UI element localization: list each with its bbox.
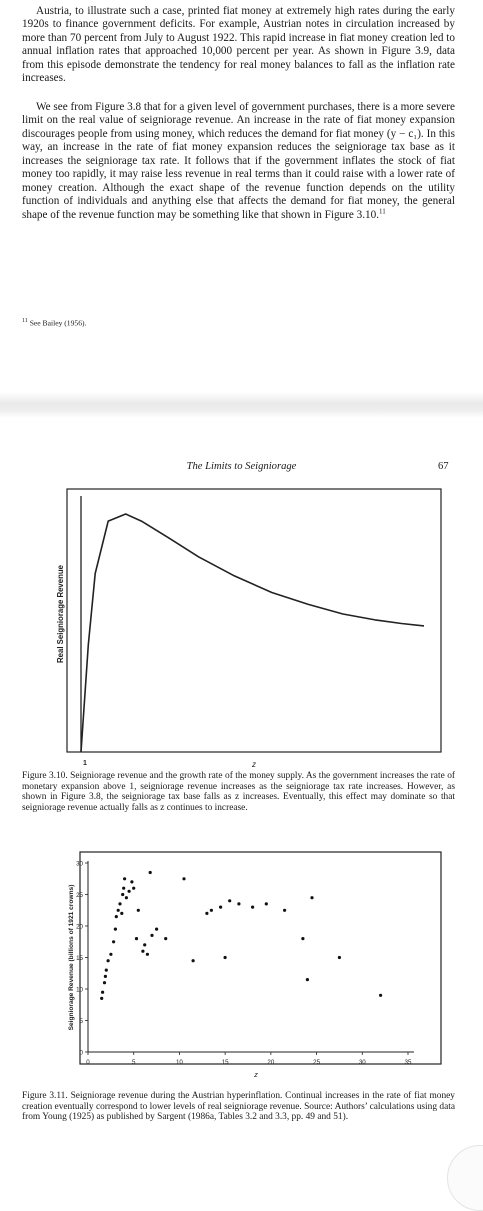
y-tick-label: 10 xyxy=(76,986,83,994)
plot-frame xyxy=(80,852,441,1064)
data-point xyxy=(135,937,138,940)
data-point xyxy=(118,902,121,905)
data-point xyxy=(224,956,227,959)
x-tick-label: 5 xyxy=(131,1059,136,1066)
data-point xyxy=(219,906,222,909)
data-point xyxy=(122,887,125,890)
data-point xyxy=(114,928,117,931)
data-point xyxy=(205,912,208,915)
data-point xyxy=(301,937,304,940)
figure-3-11-chart xyxy=(0,828,483,1093)
caption-label: Figure 3.11. xyxy=(22,1091,68,1101)
data-point xyxy=(228,899,231,902)
x-tick-label: 0 xyxy=(86,1059,90,1066)
caption-text: Seigniorage revenue and the growth rate of the money supply. As the government increases the rate of monetary expansion above 1, seigniorage revenue increases as the seigniorage tax rate increases. However, as shown in Figure 3.8, the seigniorage tax base falls as z increases. Eventually, this effect may dominate so that seigniorage revenue actually falls as z continues to increase. xyxy=(22,771,456,813)
data-point xyxy=(155,928,158,931)
data-point xyxy=(141,950,144,953)
data-point xyxy=(283,909,286,912)
data-point xyxy=(164,937,167,940)
page-separator xyxy=(0,392,483,418)
footnote-text: See Bailey (1956). xyxy=(29,318,87,328)
data-point xyxy=(107,959,110,962)
data-point xyxy=(146,953,149,956)
figure-3-11-caption xyxy=(22,1091,455,1123)
data-point xyxy=(130,880,133,883)
data-point xyxy=(132,887,135,890)
data-point xyxy=(251,906,254,909)
data-point xyxy=(120,912,123,915)
data-point xyxy=(103,981,106,984)
x-tick-label: 35 xyxy=(404,1059,412,1066)
body-paragraph-seigniorage-limit: We see from Figure 3.8 that for a given level of government purchases, there is a more severe limit on the real value of seigniorage revenue. An increase in the rate of fiat money expansion discourages people from using money, which reduces the demand for fiat money (y − c₁). In this way, an increase in the rate of fiat money expansion reduces the seigniorage tax base as it increases the seigniorage tax rate. It follows that if the government inflates the stock of fiat money too rapidly, it may raise less revenue in real terms than it could raise with a lower rate of money creation. Although the exact shape of the revenue function depends on the utility function of individuals and anything else that affects the demand for fiat money, the general shape of the revenue function may be something like that shown in Figure 3.10.11 xyxy=(22,101,455,221)
y-axis-label: Seigniorage Revenue (billions of 1921 crowns) xyxy=(68,884,75,1031)
revenue-curve xyxy=(81,514,424,752)
data-point xyxy=(265,902,268,905)
x-tick-1: 1 xyxy=(83,760,87,767)
data-point xyxy=(128,890,131,893)
y-tick-label: 25 xyxy=(76,892,83,899)
data-point xyxy=(123,877,126,880)
y-tick-label: 0 xyxy=(79,1049,83,1057)
data-point xyxy=(101,991,104,994)
footnote-number: 11 xyxy=(22,318,28,324)
x-axis-label: z xyxy=(252,760,256,769)
data-point xyxy=(117,909,120,912)
page-number: 67 xyxy=(438,461,449,472)
page-curl xyxy=(447,1145,483,1211)
data-point xyxy=(105,969,108,972)
y-tick-label: 20 xyxy=(76,923,83,931)
data-point xyxy=(109,953,112,956)
data-point xyxy=(121,893,124,896)
data-point xyxy=(104,975,107,978)
footnote xyxy=(22,318,86,328)
data-point xyxy=(237,902,240,905)
footnote-reference[interactable]: 11 xyxy=(379,206,386,215)
current-page xyxy=(0,418,483,1181)
data-point xyxy=(112,940,115,943)
data-point xyxy=(192,959,195,962)
y-tick-label: 5 xyxy=(79,1018,83,1025)
data-point xyxy=(100,997,103,1000)
caption-label: Figure 3.10. xyxy=(22,771,68,781)
x-tick-label: 25 xyxy=(313,1059,321,1066)
x-axis-label: z xyxy=(254,1070,258,1079)
data-point xyxy=(210,909,213,912)
data-point xyxy=(150,934,153,937)
data-point xyxy=(338,956,341,959)
data-point xyxy=(149,871,152,874)
data-point xyxy=(125,896,128,899)
data-point xyxy=(306,978,309,981)
y-axis-label: Real Seigniorage Revenue xyxy=(56,565,65,663)
data-point xyxy=(310,896,313,899)
x-tick-label: 30 xyxy=(358,1059,366,1066)
data-point xyxy=(143,943,146,946)
data-point xyxy=(379,994,382,997)
x-tick-label: 15 xyxy=(221,1059,229,1066)
figure-3-10-caption xyxy=(22,771,455,813)
data-point xyxy=(115,915,118,918)
running-head: The Limits to Seigniorage xyxy=(186,461,297,472)
y-tick-label: 30 xyxy=(76,860,83,868)
y-tick-label: 15 xyxy=(76,955,83,962)
previous-page xyxy=(0,0,483,392)
data-point xyxy=(137,909,140,912)
x-tick-label: 10 xyxy=(175,1059,183,1066)
x-tick-label: 20 xyxy=(267,1059,275,1066)
body-paragraph-austria: Austria, to illustrate such a case, printed fiat money at extremely high rates during the early 1920s to finance government deficits. For example, Austrian notes in circulation increased by more than 70 percent from July to August 1922. This rapid increase in fiat money creation led to annual inflation rates that approached 10,000 percent per year. As shown in Figure 3.9, data from this episode demonstrate the tendency for real money balances to fall as the inflation rate increases. xyxy=(22,5,455,85)
caption-text: Seigniorage revenue during the Austrian hyperinflation. Continual increases in the rate of fiat money creation eventually correspond to lower levels of real seigniorage revenue. Source: Authors’ calculations using data from Young (1925) as published by Sargent (1986a, Tables 3.2 and 3.3, pp. 49 and 51). xyxy=(22,1091,455,1123)
data-point xyxy=(182,877,185,880)
